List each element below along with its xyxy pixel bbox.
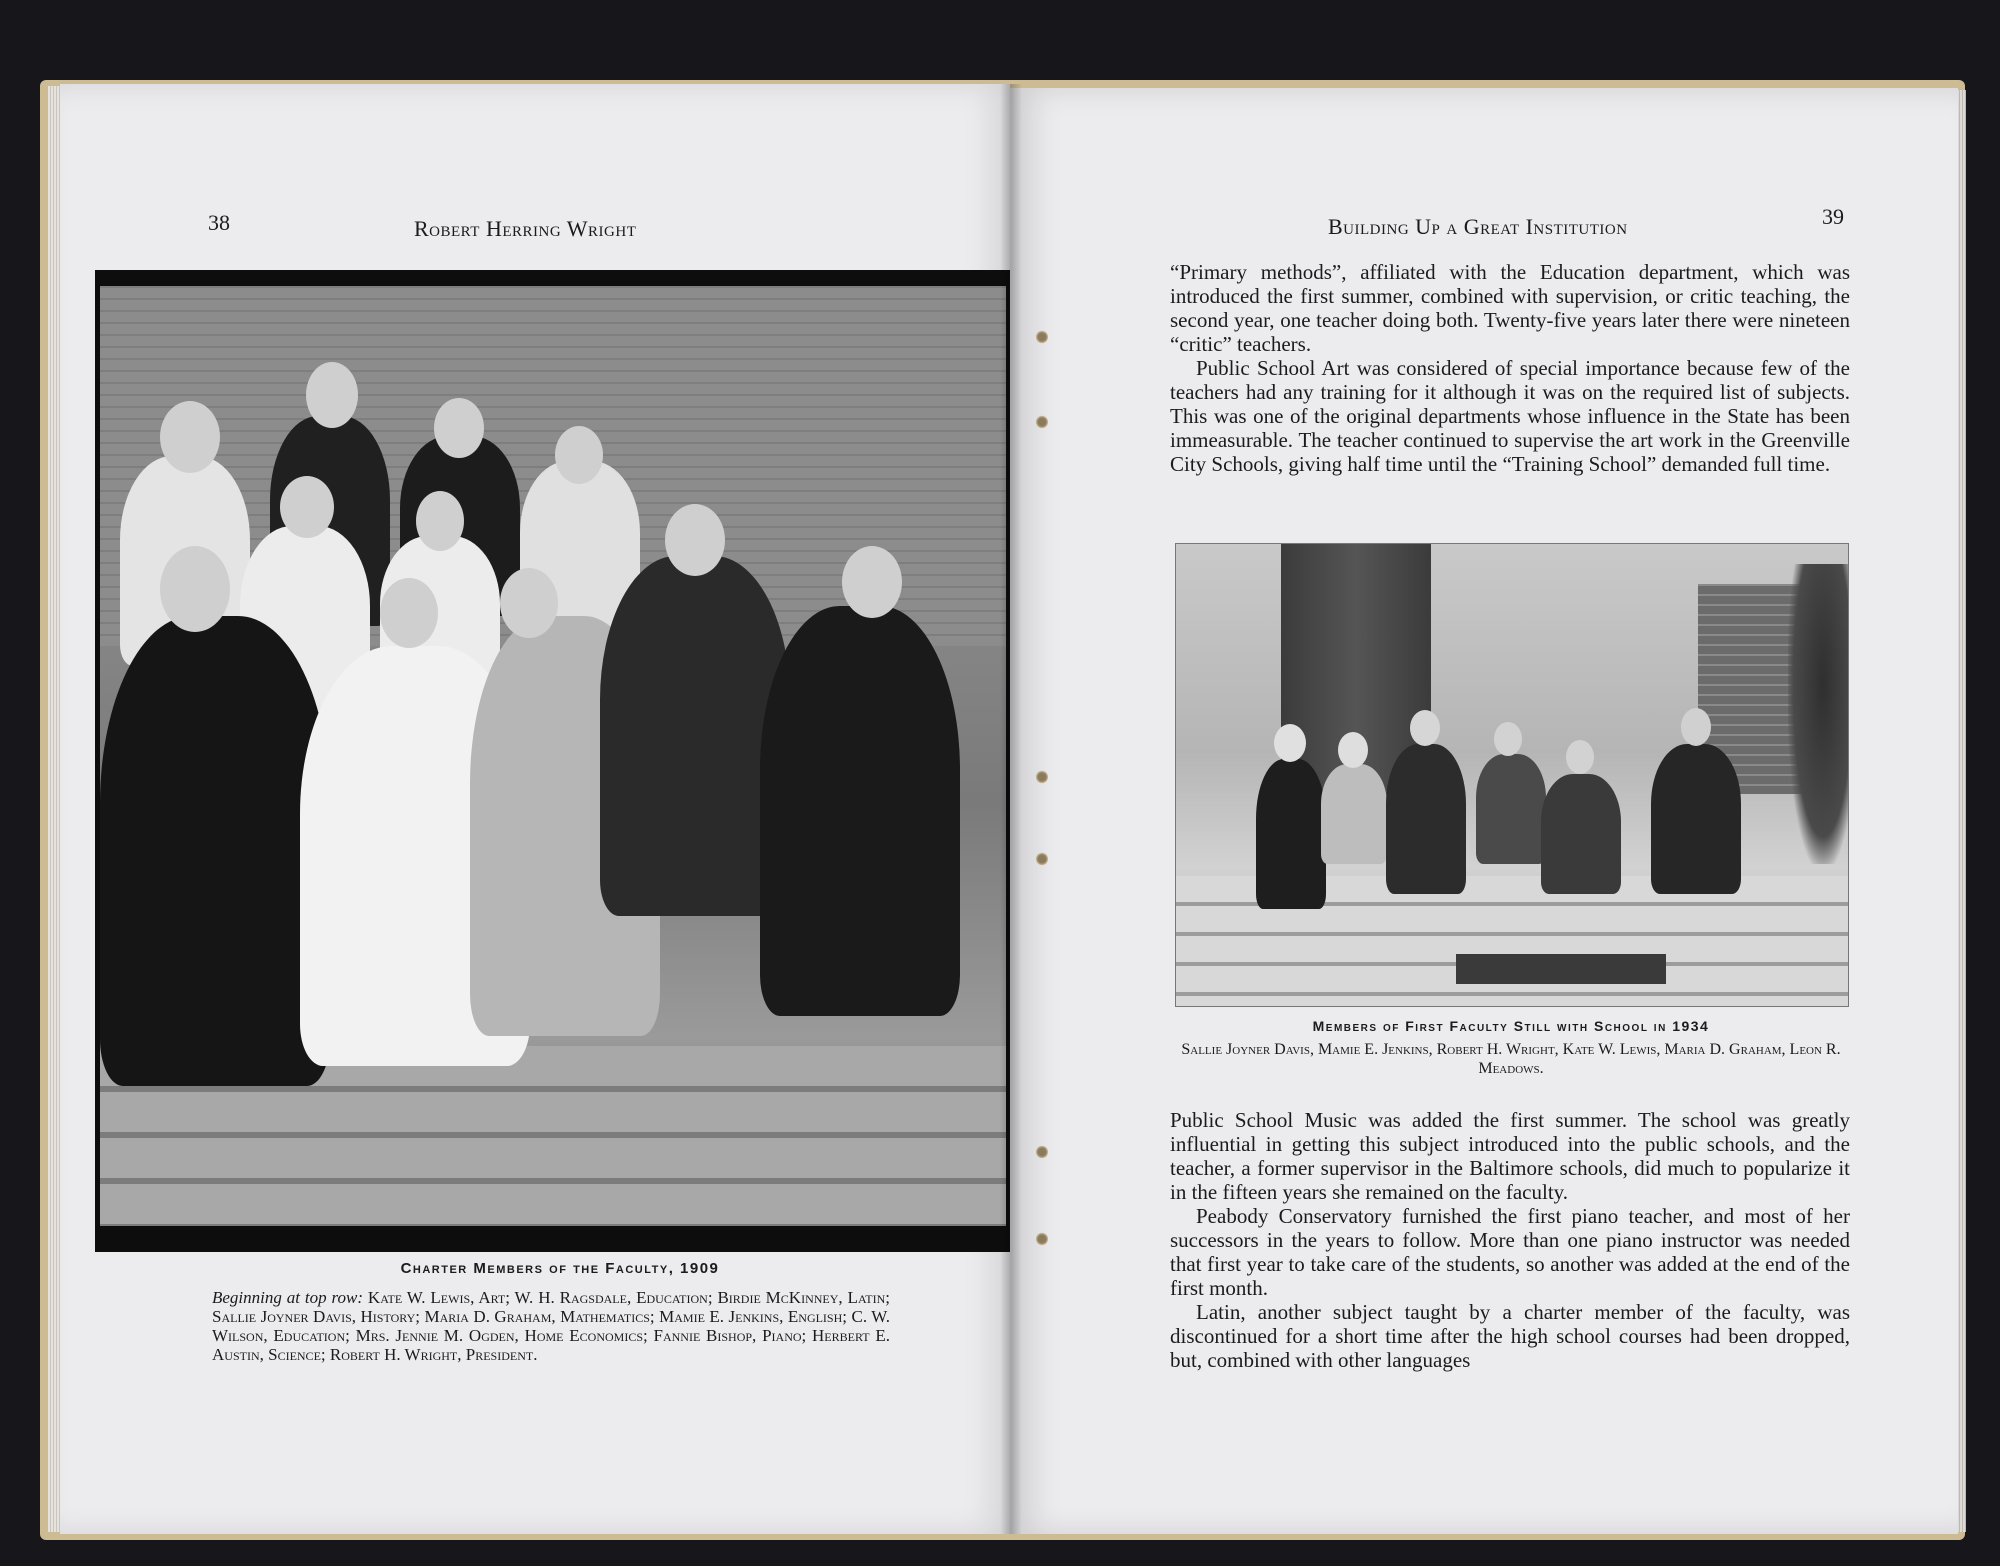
figure-head [842, 546, 902, 618]
binding-staple [1036, 415, 1048, 429]
charter-faculty-photo [100, 286, 1006, 1226]
left-page-number: 38 [208, 210, 230, 235]
binding-staple [1036, 852, 1048, 866]
figure-head [416, 491, 464, 551]
paragraph: “Primary methods”, affiliated with the Education department, which was introduced the first summer, combined with supervision, or critic teaching, the second year, one teacher doing both. Twenty-five years later there were nineteen “critic” teachers. [1170, 260, 1850, 356]
binding-staple [1036, 1145, 1048, 1159]
paragraph: Peabody Conservatory furnished the first piano teacher, and most of her successors in the years to follow. More than one piano instructor was needed that first year to take care of the students, so another was added at the end of the first month. [1170, 1204, 1850, 1300]
figure [100, 616, 330, 1086]
figure-head [1338, 732, 1368, 768]
right-running-head: Building Up a Great Institution [1328, 214, 1628, 239]
paragraph: Public School Music was added the first summer. The school was greatly influential in getting this subject introduced into the public schools, and the teacher, a former supervisor in the Baltimore schools, did much to popularize it in the fifteen years she remained on the faculty. [1170, 1108, 1850, 1204]
left-photo-caption: Beginning at top row: Kate W. Lewis, Art; W. H. Ragsdale, Education; Birdie McKinney, Latin; Sallie Joyner Davis, History; Maria D. Graham, Mathematics; Mamie E. Jenkins, English; C. W. Wilson, Education; Mrs. Jennie M. Ogden, Home Economics; Fannie Bishop, Piano; Herbert E. Austin, Science; Robert H. Wright, President. [212, 1288, 890, 1364]
paragraph: Public School Art was considered of special importance because few of the teachers had any training for it although it was on the required list of subjects. This was one of the original departments whose influence in the State has been immeasurable. The teacher continued to supervise the art work in the Greenville City Schools, giving half time until the “Training School” demanded full time. [1170, 356, 1850, 476]
binding-staple [1036, 330, 1048, 344]
figure [1386, 744, 1466, 894]
binding-staple [1036, 770, 1048, 784]
figure-head [500, 568, 558, 638]
figure-head [434, 398, 484, 458]
figure-head [1410, 710, 1440, 746]
photo-door-mat [1456, 954, 1666, 984]
figure [1256, 759, 1326, 909]
book-gutter [1000, 84, 1022, 1534]
figure-head [280, 476, 334, 538]
figure-head [1681, 708, 1711, 746]
figure-head [306, 362, 358, 428]
right-text-top [1170, 260, 1850, 476]
left-running-head: Robert Herring Wright [414, 216, 637, 241]
left-photo-caption-title: Charter Members of the Faculty, 1909 [400, 1260, 720, 1277]
figure-head [665, 504, 725, 576]
figure-head [160, 546, 230, 632]
figure [1321, 764, 1387, 864]
figure [1541, 774, 1621, 894]
photo-tree [1788, 564, 1849, 864]
right-photo-caption-title: Members of First Faculty Still with School in 1934 [1312, 1018, 1710, 1034]
figure-head [1566, 740, 1594, 774]
figure-head [160, 401, 220, 473]
right-page-number: 39 [1822, 204, 1844, 229]
figure-head [1494, 722, 1522, 756]
figure-head [1274, 724, 1306, 762]
paragraph: Latin, another subject taught by a charter member of the faculty, was discontinued for a short time after the high school courses had been dropped, but, combined with other languages [1170, 1300, 1850, 1372]
right-text-bottom [1170, 1108, 1850, 1372]
figure-head [555, 426, 603, 484]
faculty-1934-photo [1175, 543, 1849, 1007]
figure [760, 606, 960, 1016]
right-photo-caption: Sallie Joyner Davis, Mamie E. Jenkins, Robert H. Wright, Kate W. Lewis, Maria D. Graham, Leon R. Meadows. [1181, 1041, 1841, 1077]
figure [1651, 744, 1741, 894]
binding-staple [1036, 1232, 1048, 1246]
figure-head [380, 578, 438, 648]
figure [1476, 754, 1546, 864]
